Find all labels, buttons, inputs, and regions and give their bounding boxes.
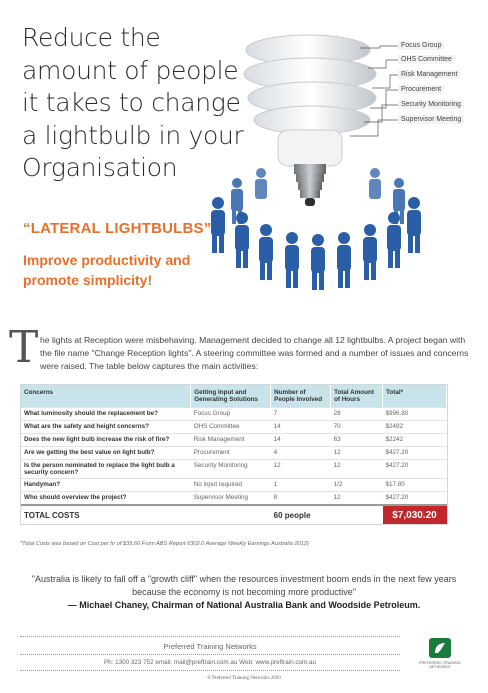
quote-block: [20, 573, 468, 612]
table-cell: 8: [271, 492, 331, 506]
table-row: [21, 421, 447, 434]
table-cell: Who should overview the project?: [21, 492, 191, 506]
table-cell: Supervisor Meeting: [191, 492, 271, 506]
table-row: [21, 460, 447, 479]
column-header: Concerns: [21, 385, 191, 408]
callout-label: Focus Group: [398, 41, 444, 50]
table-cell: Risk Management: [191, 434, 271, 447]
table-cell: 12: [331, 460, 383, 479]
callout-label: Security Monitoring: [398, 100, 464, 109]
table-cell: $996.80: [383, 408, 447, 421]
table-cell: Focus Group: [191, 408, 271, 421]
headline-line: a lightbulb in your: [22, 120, 244, 150]
table-cell: $427.20: [383, 492, 447, 506]
table-cell: 28: [331, 408, 383, 421]
quote-author: — Michael Chaney, Chairman of National Australia Bank and Woodside Petroleum.: [67, 600, 421, 610]
table-cell: Does the new light bulb increase the risk of fire?: [21, 434, 191, 447]
table-cell: $17.80: [383, 479, 447, 492]
table-cell: $2492: [383, 421, 447, 434]
table-cell: Handyman?: [21, 479, 191, 492]
headline-line: Reduce the: [22, 23, 161, 52]
table-cell: 4: [271, 447, 331, 460]
logo-mark-icon: [429, 638, 451, 658]
table-header-row: [21, 385, 447, 408]
intro-paragraph: he lights at Reception were misbehaving. Management decided to change all 12 lightbulbs. A project began with the file name "Change Reception lights". A steering committee was formed and a number of issues and concerns were raised. The table below captures the main activities:: [40, 335, 469, 371]
table-cell: 12: [331, 492, 383, 506]
table-cell: 1: [271, 479, 331, 492]
table-row: [21, 447, 447, 460]
company-logo: [412, 638, 468, 672]
headline-line: amount of people: [22, 55, 239, 85]
table-cell: 70: [331, 421, 383, 434]
table-cell: $427.20: [383, 447, 447, 460]
table-cell: Security Monitoring: [191, 460, 271, 479]
table-cell: 12: [271, 460, 331, 479]
table-cell: What luminosity should the replacement be?: [21, 408, 191, 421]
bulb-screw-base: [294, 164, 326, 206]
table-footnote: *Total Costs was based on Cost per hr of $35.60 From ABS Report 6302.0 Average Weekly Earnings Australia 2012): [20, 541, 309, 547]
headline-line: it takes to change: [22, 88, 241, 117]
bulb-coil: [244, 35, 376, 134]
subtitle: “LATERAL LIGHTBULBS”: [23, 220, 212, 237]
callout-label: OHS Committee: [398, 55, 455, 64]
callout-label: Risk Management: [398, 70, 460, 79]
activities-table: [20, 384, 448, 525]
table-cell: 7: [271, 408, 331, 421]
callout-label: Supervisor Meeting: [398, 115, 464, 124]
table-row: [21, 492, 447, 506]
table-cell: Procurement: [191, 447, 271, 460]
table-cell: 14: [271, 434, 331, 447]
footer-copyright: © Preferred Training Networks 2020: [207, 676, 281, 681]
footer-divider: [20, 654, 400, 655]
bulb-ballast: [278, 130, 342, 166]
column-header: Total*: [383, 385, 447, 408]
table-row: [21, 479, 447, 492]
total-people: 60 people: [271, 505, 383, 524]
logo-text: PREFERRED TRAINING NETWORKS: [419, 661, 461, 669]
table-cell: 63: [331, 434, 383, 447]
table-cell: What are the safety and height concerns?: [21, 421, 191, 434]
footer-company-name: Preferred Training Networks: [163, 642, 257, 651]
tagline: Improve productivity and promote simplicity!: [23, 252, 191, 288]
footer-contact: Ph: 1300 323 752 email: mail@preftrain.com.au Web: www.preftrain.com.au: [103, 659, 317, 666]
footer-divider: [20, 670, 400, 671]
table-cell: 1/2: [331, 479, 383, 492]
column-header: Getting Input and Generating Solutions: [191, 385, 271, 408]
column-header: Total Amount of Hours: [331, 385, 383, 408]
table-cell: OHS Committee: [191, 421, 271, 434]
total-cost: $7,030.20: [383, 505, 447, 524]
table-row: [21, 434, 447, 447]
callout-label: Procurement: [398, 85, 444, 94]
footer-divider: [20, 636, 400, 637]
table-cell: 12: [331, 447, 383, 460]
total-label: TOTAL COSTS: [21, 505, 271, 524]
total-row: [21, 505, 447, 524]
headline-line: Organisation: [22, 153, 178, 182]
quote-text: "Australia is likely to fall off a "growth cliff" when the resources investment boom ends in the next few years because the economy is not becoming more productive": [31, 574, 457, 597]
column-header: Number of People Involved: [271, 385, 331, 408]
table-cell: Are we getting the best value on light bulb?: [21, 447, 191, 460]
table-cell: 14: [271, 421, 331, 434]
table-cell: $427.20: [383, 460, 447, 479]
table-cell: $2242: [383, 434, 447, 447]
drop-cap: T: [9, 322, 39, 373]
table-cell: No input required: [191, 479, 271, 492]
table-cell: Is the person nominated to replace the light bulb a security concern?: [21, 460, 191, 479]
table-row: [21, 408, 447, 421]
